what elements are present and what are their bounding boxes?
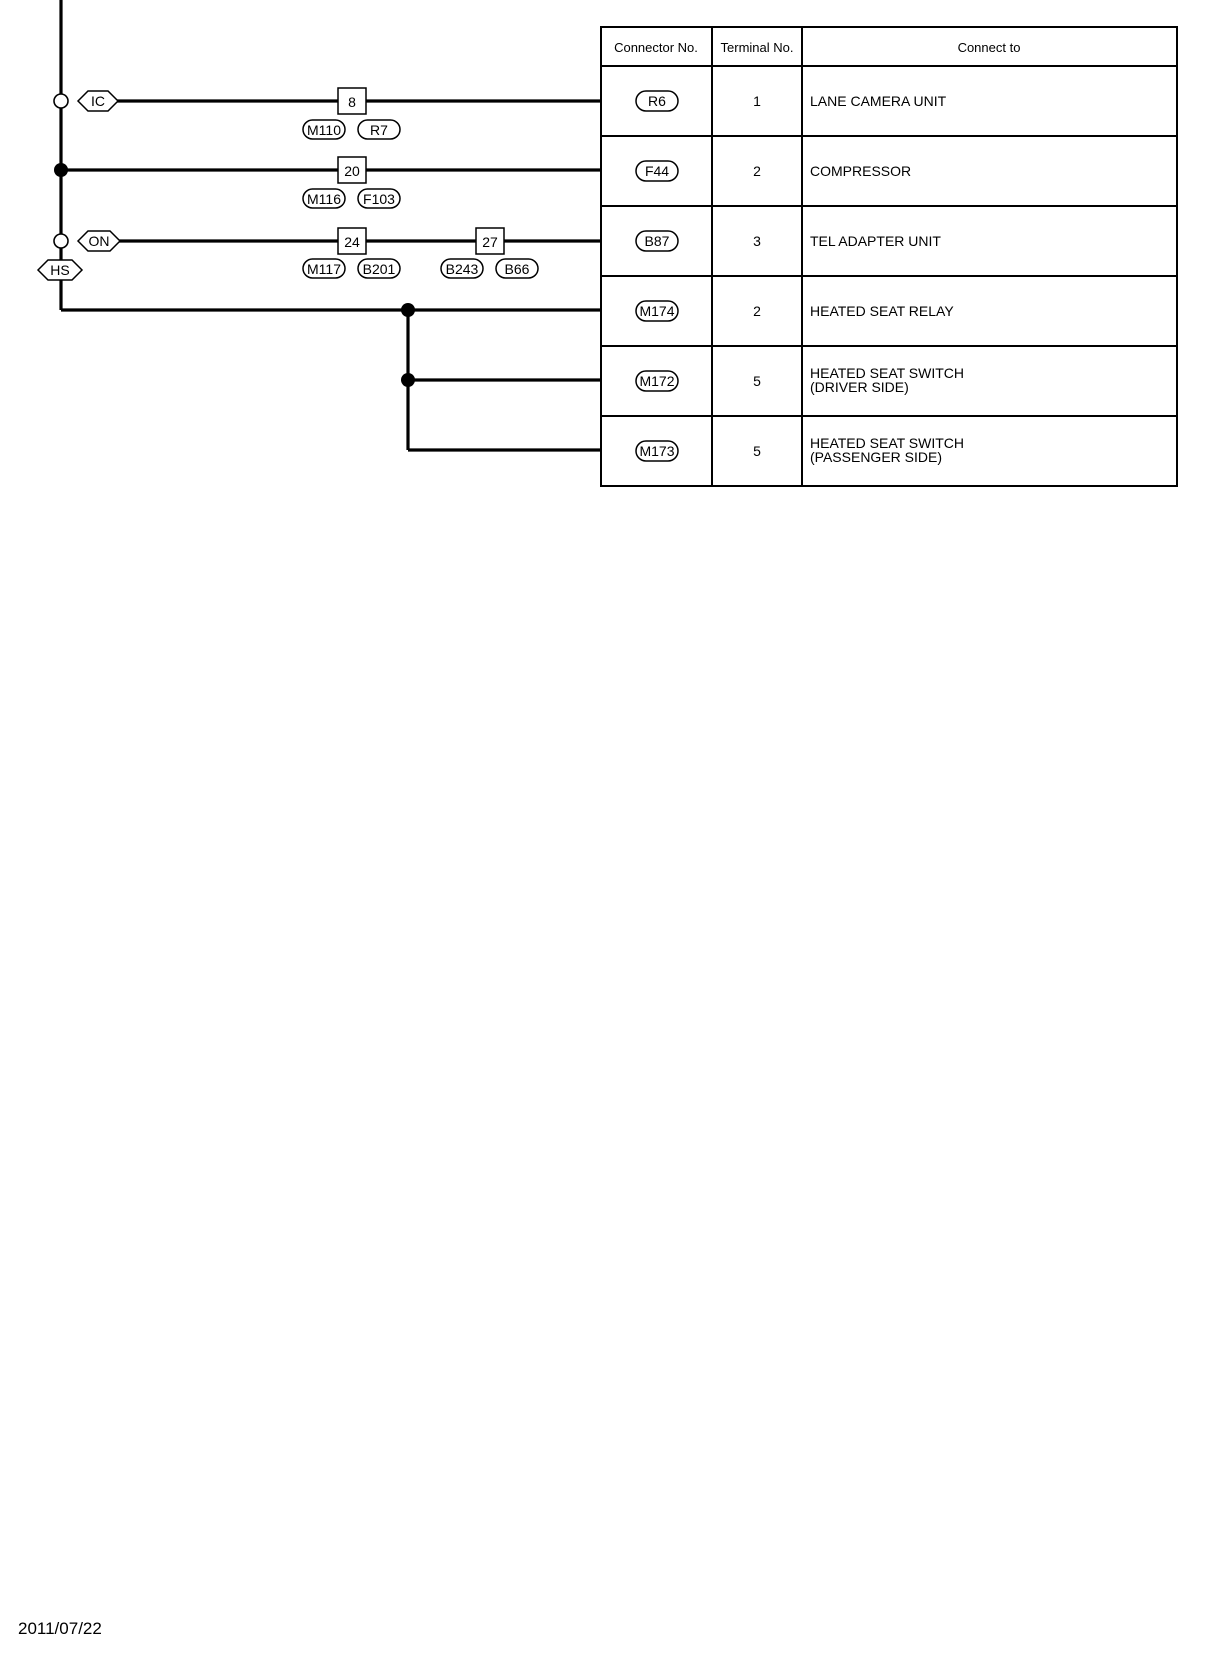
junction-8 (303, 88, 400, 139)
row-terminal: 5 (753, 443, 761, 459)
header-terminal-no: Terminal No. (720, 40, 794, 55)
wiring-diagram (0, 0, 1216, 560)
footer-date: 2011/07/22 (18, 1619, 102, 1638)
header-connector-no: Connector No. (614, 40, 698, 55)
row-terminal: 2 (753, 163, 761, 179)
table-row (636, 435, 964, 465)
table-row (636, 301, 954, 321)
junction-terminal: 20 (344, 163, 360, 179)
row-connector: R6 (648, 93, 666, 109)
connector-label: M117 (307, 261, 341, 277)
splice-open-on (54, 234, 68, 248)
connector-label: B243 (445, 261, 479, 277)
row-connect-to: HEATED SEAT SWITCH (810, 365, 965, 381)
connector-label: M110 (307, 122, 341, 138)
signal-hs-label: HS (50, 262, 70, 278)
row-connect-to: TEL ADAPTER UNIT (810, 233, 941, 249)
connector-label: R7 (370, 122, 388, 138)
row-connect-to-detail: (DRIVER SIDE) (810, 379, 909, 395)
signal-tag-on (78, 231, 120, 251)
connector-label: B66 (504, 261, 530, 277)
connector-table (601, 27, 1177, 486)
connector-label: F103 (363, 191, 395, 207)
splice-solid-row2 (54, 163, 68, 177)
signal-on-label: ON (88, 233, 110, 249)
connector-label: M116 (307, 191, 341, 207)
row-connect-to: HEATED SEAT RELAY (810, 303, 954, 319)
junction-terminal: 27 (482, 234, 498, 250)
header-connect-to: Connect to (957, 40, 1021, 55)
junction-terminal: 8 (348, 94, 356, 110)
row-connect-to-detail: (PASSENGER SIDE) (810, 449, 942, 465)
row-connector: M172 (639, 373, 675, 389)
signal-tag-ic (78, 91, 118, 111)
junction-terminal: 24 (344, 234, 360, 250)
junction-20 (303, 157, 400, 208)
row-connect-to: COMPRESSOR (810, 163, 912, 179)
wires (61, 0, 602, 450)
row-connect-to: LANE CAMERA UNIT (810, 93, 947, 109)
table-row (636, 91, 947, 111)
splice-open-ic (54, 94, 68, 108)
row-connector: M174 (639, 303, 675, 319)
table-row (636, 365, 964, 395)
signal-tag-hs (38, 260, 82, 280)
junction-27 (441, 228, 538, 278)
row-connector: B87 (644, 233, 670, 249)
row-terminal: 2 (753, 303, 761, 319)
junction-24 (303, 228, 400, 278)
row-connector: M173 (639, 443, 675, 459)
splice-solid-branch-mid (401, 373, 415, 387)
row-terminal: 1 (753, 93, 761, 109)
row-terminal: 3 (753, 233, 761, 249)
splice-solid-branch-top (401, 303, 415, 317)
connector-label: B201 (362, 261, 396, 277)
row-connect-to: HEATED SEAT SWITCH (810, 435, 965, 451)
table-row (636, 161, 911, 181)
table-row (636, 231, 941, 251)
row-terminal: 5 (753, 373, 761, 389)
row-connector: F44 (644, 163, 670, 179)
signal-ic-label: IC (91, 93, 105, 109)
